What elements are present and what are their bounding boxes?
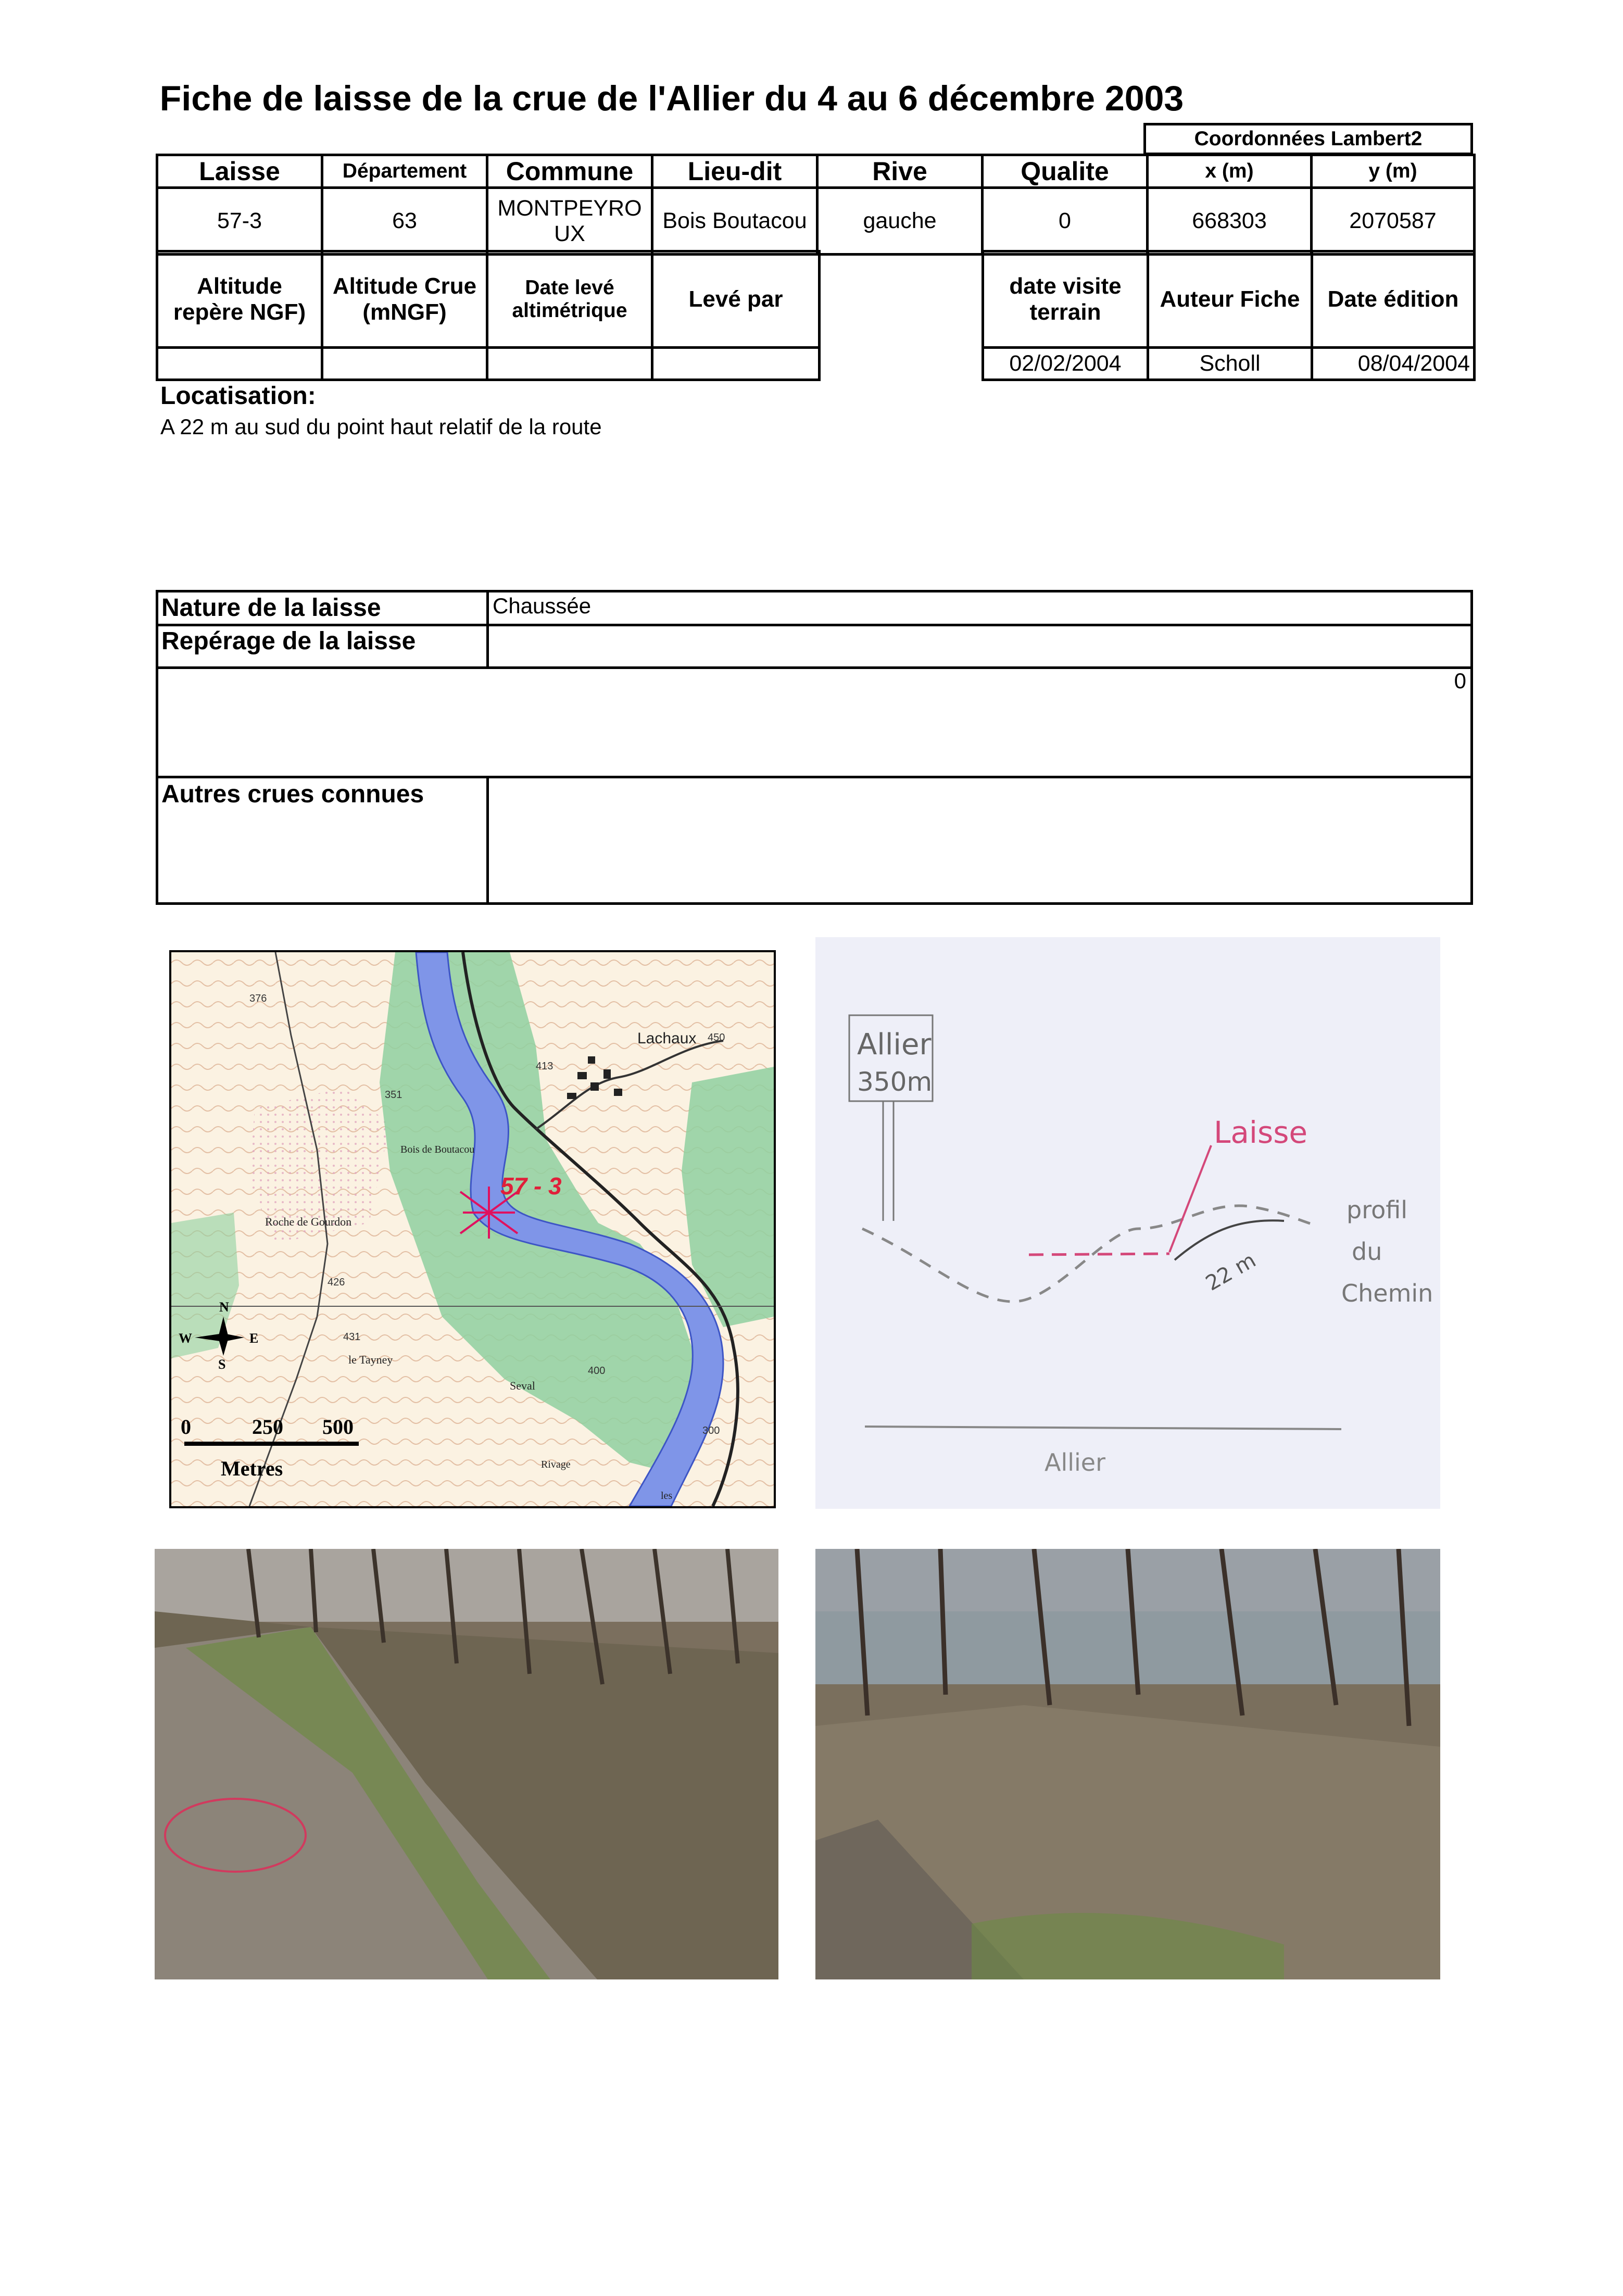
sketch-distance: 22 m: [1202, 1248, 1260, 1296]
cell-date-edition: 08/04/2004: [1312, 348, 1475, 380]
coordinates-header-table: [1143, 123, 1473, 155]
sketch-laisse-label: Laisse: [1214, 1115, 1308, 1150]
compass-s: S: [218, 1357, 226, 1372]
altitude-repere-line-2: repère NGF): [173, 299, 306, 325]
laisse-pointer: [1169, 1145, 1211, 1252]
altitude-crue-line-2: (mNGF): [362, 299, 447, 325]
map-place-1: Roche de Gourdon: [265, 1215, 352, 1228]
scale-500: 500: [322, 1415, 354, 1439]
map-alt-2: 413: [536, 1061, 553, 1072]
map-alt-4: 351: [385, 1089, 402, 1101]
compass-e: E: [249, 1331, 259, 1346]
map-alt-5: 426: [328, 1277, 345, 1288]
cell-commune: [487, 188, 652, 255]
header-date-edition: Date édition: [1312, 251, 1475, 348]
site-photo-2: [815, 1549, 1440, 1979]
coordinates-header: Coordonnées Lambert2: [1145, 124, 1472, 154]
sign-line-2: 350m: [857, 1067, 933, 1097]
info-table: [156, 154, 1476, 256]
nature-label: Nature de la laisse: [161, 594, 381, 622]
cell-auteur: Scholl: [1148, 348, 1312, 380]
compass-n: N: [219, 1300, 229, 1315]
cell-altitude-repere: [157, 348, 322, 380]
localisation-text: A 22 m au sud du point haut relatif de la route: [160, 414, 602, 439]
profil-line-1: profil: [1347, 1196, 1407, 1224]
profil-line-2: du: [1352, 1238, 1382, 1266]
compass-w: W: [179, 1331, 192, 1346]
nature-value: Chaussée: [493, 594, 592, 618]
map-place-4: Seval: [510, 1379, 535, 1392]
river-line: [865, 1427, 1341, 1429]
scale-unit: Metres: [221, 1457, 283, 1480]
map-place-5: Rivage: [541, 1459, 571, 1470]
date-leve-line-2: altimétrique: [512, 299, 627, 322]
header-auteur-fiche: Auteur Fiche: [1148, 251, 1312, 348]
header-date-visite: [983, 251, 1148, 348]
scale-250: 250: [252, 1415, 283, 1439]
site-photo-1: [155, 1549, 778, 1979]
nature-block: [156, 590, 1473, 905]
location-map: [169, 950, 776, 1508]
header-commune: Commune: [487, 155, 652, 188]
header-y: y (m): [1312, 155, 1475, 188]
profil-line-3: Chemin: [1341, 1279, 1433, 1307]
commune-line-1: MONTPEYRO: [497, 195, 642, 221]
header-rive: Rive: [817, 155, 983, 188]
map-alt-3: 450: [708, 1032, 725, 1043]
flood-level-line: [1029, 1254, 1169, 1255]
visit-table: [982, 250, 1476, 381]
sign-line-1: Allier: [857, 1028, 932, 1062]
date-leve-line-1: Date levé: [525, 276, 614, 299]
header-laisse: Laisse: [157, 155, 322, 188]
sketch-svg: [815, 937, 1440, 1509]
altitude-repere-line-1: Altitude: [197, 273, 282, 299]
map-alt-7: 400: [588, 1365, 606, 1377]
date-visite-line-2: terrain: [1029, 299, 1101, 325]
map-svg: [171, 952, 774, 1506]
header-x: x (m): [1148, 155, 1312, 188]
autres-label: Autres crues connues: [161, 780, 424, 808]
profile-sketch: [815, 937, 1440, 1509]
map-alt-8: 300: [702, 1425, 720, 1436]
header-qualite: Qualite: [983, 155, 1148, 188]
header-altitude-repere: [157, 251, 322, 348]
commune-line-2: UX: [554, 221, 585, 246]
map-alt-6: 431: [343, 1331, 361, 1343]
cell-lieu-dit: Bois Boutacou: [652, 188, 817, 255]
cell-altitude-crue: [322, 348, 487, 380]
distance-arrow: [1175, 1220, 1284, 1260]
cell-rive: gauche: [817, 188, 983, 255]
reperage-label: Repérage de la laisse: [161, 627, 416, 655]
date-visite-line-1: date visite: [1009, 273, 1122, 299]
map-village-label: Lachaux: [637, 1030, 697, 1047]
page-title: Fiche de laisse de la crue de l'Allier du 4 au 6 décembre 2003: [159, 79, 1184, 118]
header-departement: Département: [322, 155, 487, 188]
map-point-label: 57 - 3: [500, 1172, 562, 1200]
cell-leve-par: [652, 348, 820, 380]
altitude-crue-line-1: Altitude Crue: [332, 273, 477, 299]
cell-date-visite: 02/02/2004: [983, 348, 1148, 380]
header-altitude-crue: [322, 251, 487, 348]
sketch-river-label: Allier: [1045, 1448, 1106, 1477]
cell-date-leve: [487, 348, 652, 380]
cell-departement: 63: [322, 188, 487, 255]
cell-x: 668303: [1148, 188, 1312, 255]
header-leve-par: Levé par: [652, 251, 820, 348]
localisation-label: Locatisation:: [160, 382, 316, 410]
map-place-3: le Tayney: [348, 1353, 393, 1366]
map-place-6: les: [661, 1490, 673, 1502]
cell-laisse: 57-3: [157, 188, 322, 255]
cell-y: 2070587: [1312, 188, 1475, 255]
map-alt-1: 376: [249, 993, 267, 1004]
header-lieu-dit: Lieu-dit: [652, 155, 817, 188]
reperage-value: 0: [1454, 668, 1466, 693]
header-date-leve: [487, 251, 652, 348]
altitude-table: [156, 250, 821, 381]
map-place-2: Bois de Boutacou: [400, 1144, 475, 1155]
scale-0: 0: [181, 1415, 191, 1439]
cell-qualite: 0: [983, 188, 1148, 255]
